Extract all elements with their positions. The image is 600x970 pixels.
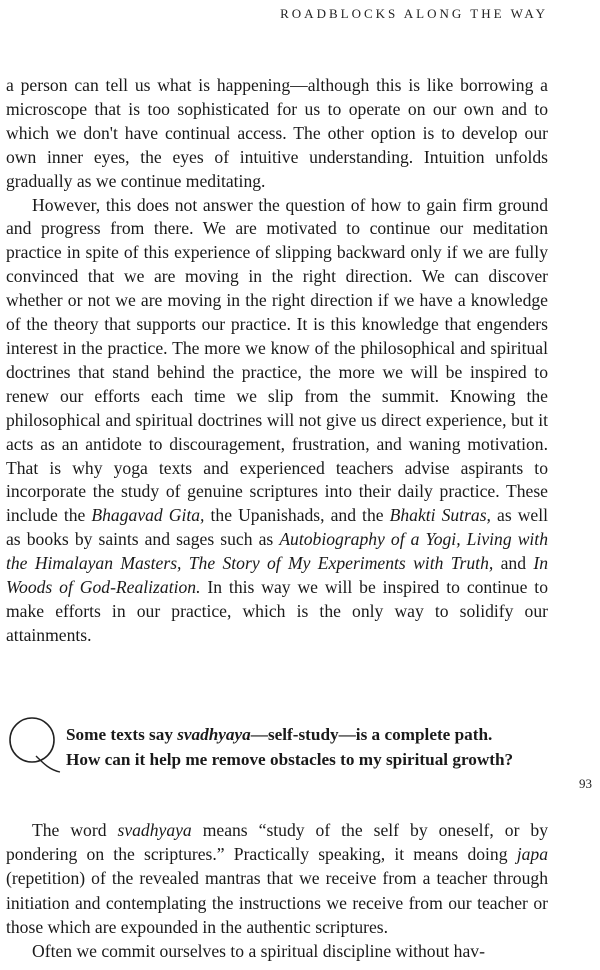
text-run: Some texts say (66, 725, 178, 744)
question-line: How can it help me remove obstacles to my spiritual growth? (66, 750, 514, 769)
text-run: In this way we will be inspired to continue to make efforts in our practice, which is the only way to solidify our attainments. (6, 577, 548, 645)
text-run: and (493, 553, 534, 574)
text-run: The word (32, 820, 118, 840)
running-head: ROADBLOCKS ALONG THE WAY (280, 6, 548, 21)
term: svadhyaya (117, 820, 192, 840)
text-run: However, this does not answer the question of how to gain firm ground and progress from there. We are motivated to continue our meditation practice in spite of this experience of slipping backward only if we are fully convinced that we are moving in the right direction. We can discover whether or not we are moving in the right direction if we have a knowledge of the theory that supports our practice. It is this knowledge that engenders interest in the practice. The more we know of the philosophical and spiritual doctrines that stand behind the practice, the more we will be inspired to renew our efforts each time we slip from the summit. Knowing the philosophical and spiritual doctrines will not give us direct experience, but it acts as an antidote to discouragement, frustration, and waning motivation. That is why yoga texts and experienced teachers advise aspirants to incorporate the study of genuine scriptures into their daily practice. These include the (6, 194, 548, 526)
text-run: as well as books by saints and sages such as (6, 505, 549, 550)
text-run: (repetition) of the revealed mantras that we receive from a teacher through initiation and contemplating the instructions we receive from our teacher or those which are expounded in the authentic scriptures. (6, 868, 548, 937)
text-run: means “study of the self by oneself, or by pondering on the scriptures.” Practically speaking, it means doing (6, 820, 548, 865)
term: japa (516, 844, 548, 865)
paragraph (6, 194, 548, 648)
answer-text (6, 818, 548, 963)
question-block (6, 712, 566, 776)
book-title: In Woods of God-Realization. (6, 553, 548, 598)
book-title: Bhakti Sutras, (389, 505, 491, 526)
body-text (6, 74, 548, 648)
paragraph: a person can tell us what is happening—although this is like borrowing a microscope that is too sophisticated for us to operate on our own and to which we don't have continual access. The other option is to develop our own inner eyes, the eyes of intuitive understanding. Intuition unfolds gradually as we continue meditating. (6, 75, 548, 191)
text-run: the Upanishads, and the (204, 505, 390, 526)
book-title: Autobiography of a Yogi, Living with the Himalayan Masters, The Story of My Experiments with Truth, (6, 529, 548, 574)
question-line (66, 722, 513, 747)
question-text (66, 722, 513, 772)
text-run: —self-study—is a complete path. (250, 725, 493, 744)
paragraph: Often we commit ourselves to a spiritual discipline without hav- (32, 941, 485, 962)
q-letter-icon (6, 712, 62, 776)
page-number: 93 (579, 776, 592, 791)
book-title: Bhagavad Gita, (91, 505, 205, 526)
term: svadhyaya (177, 725, 251, 744)
paragraph (6, 818, 548, 939)
